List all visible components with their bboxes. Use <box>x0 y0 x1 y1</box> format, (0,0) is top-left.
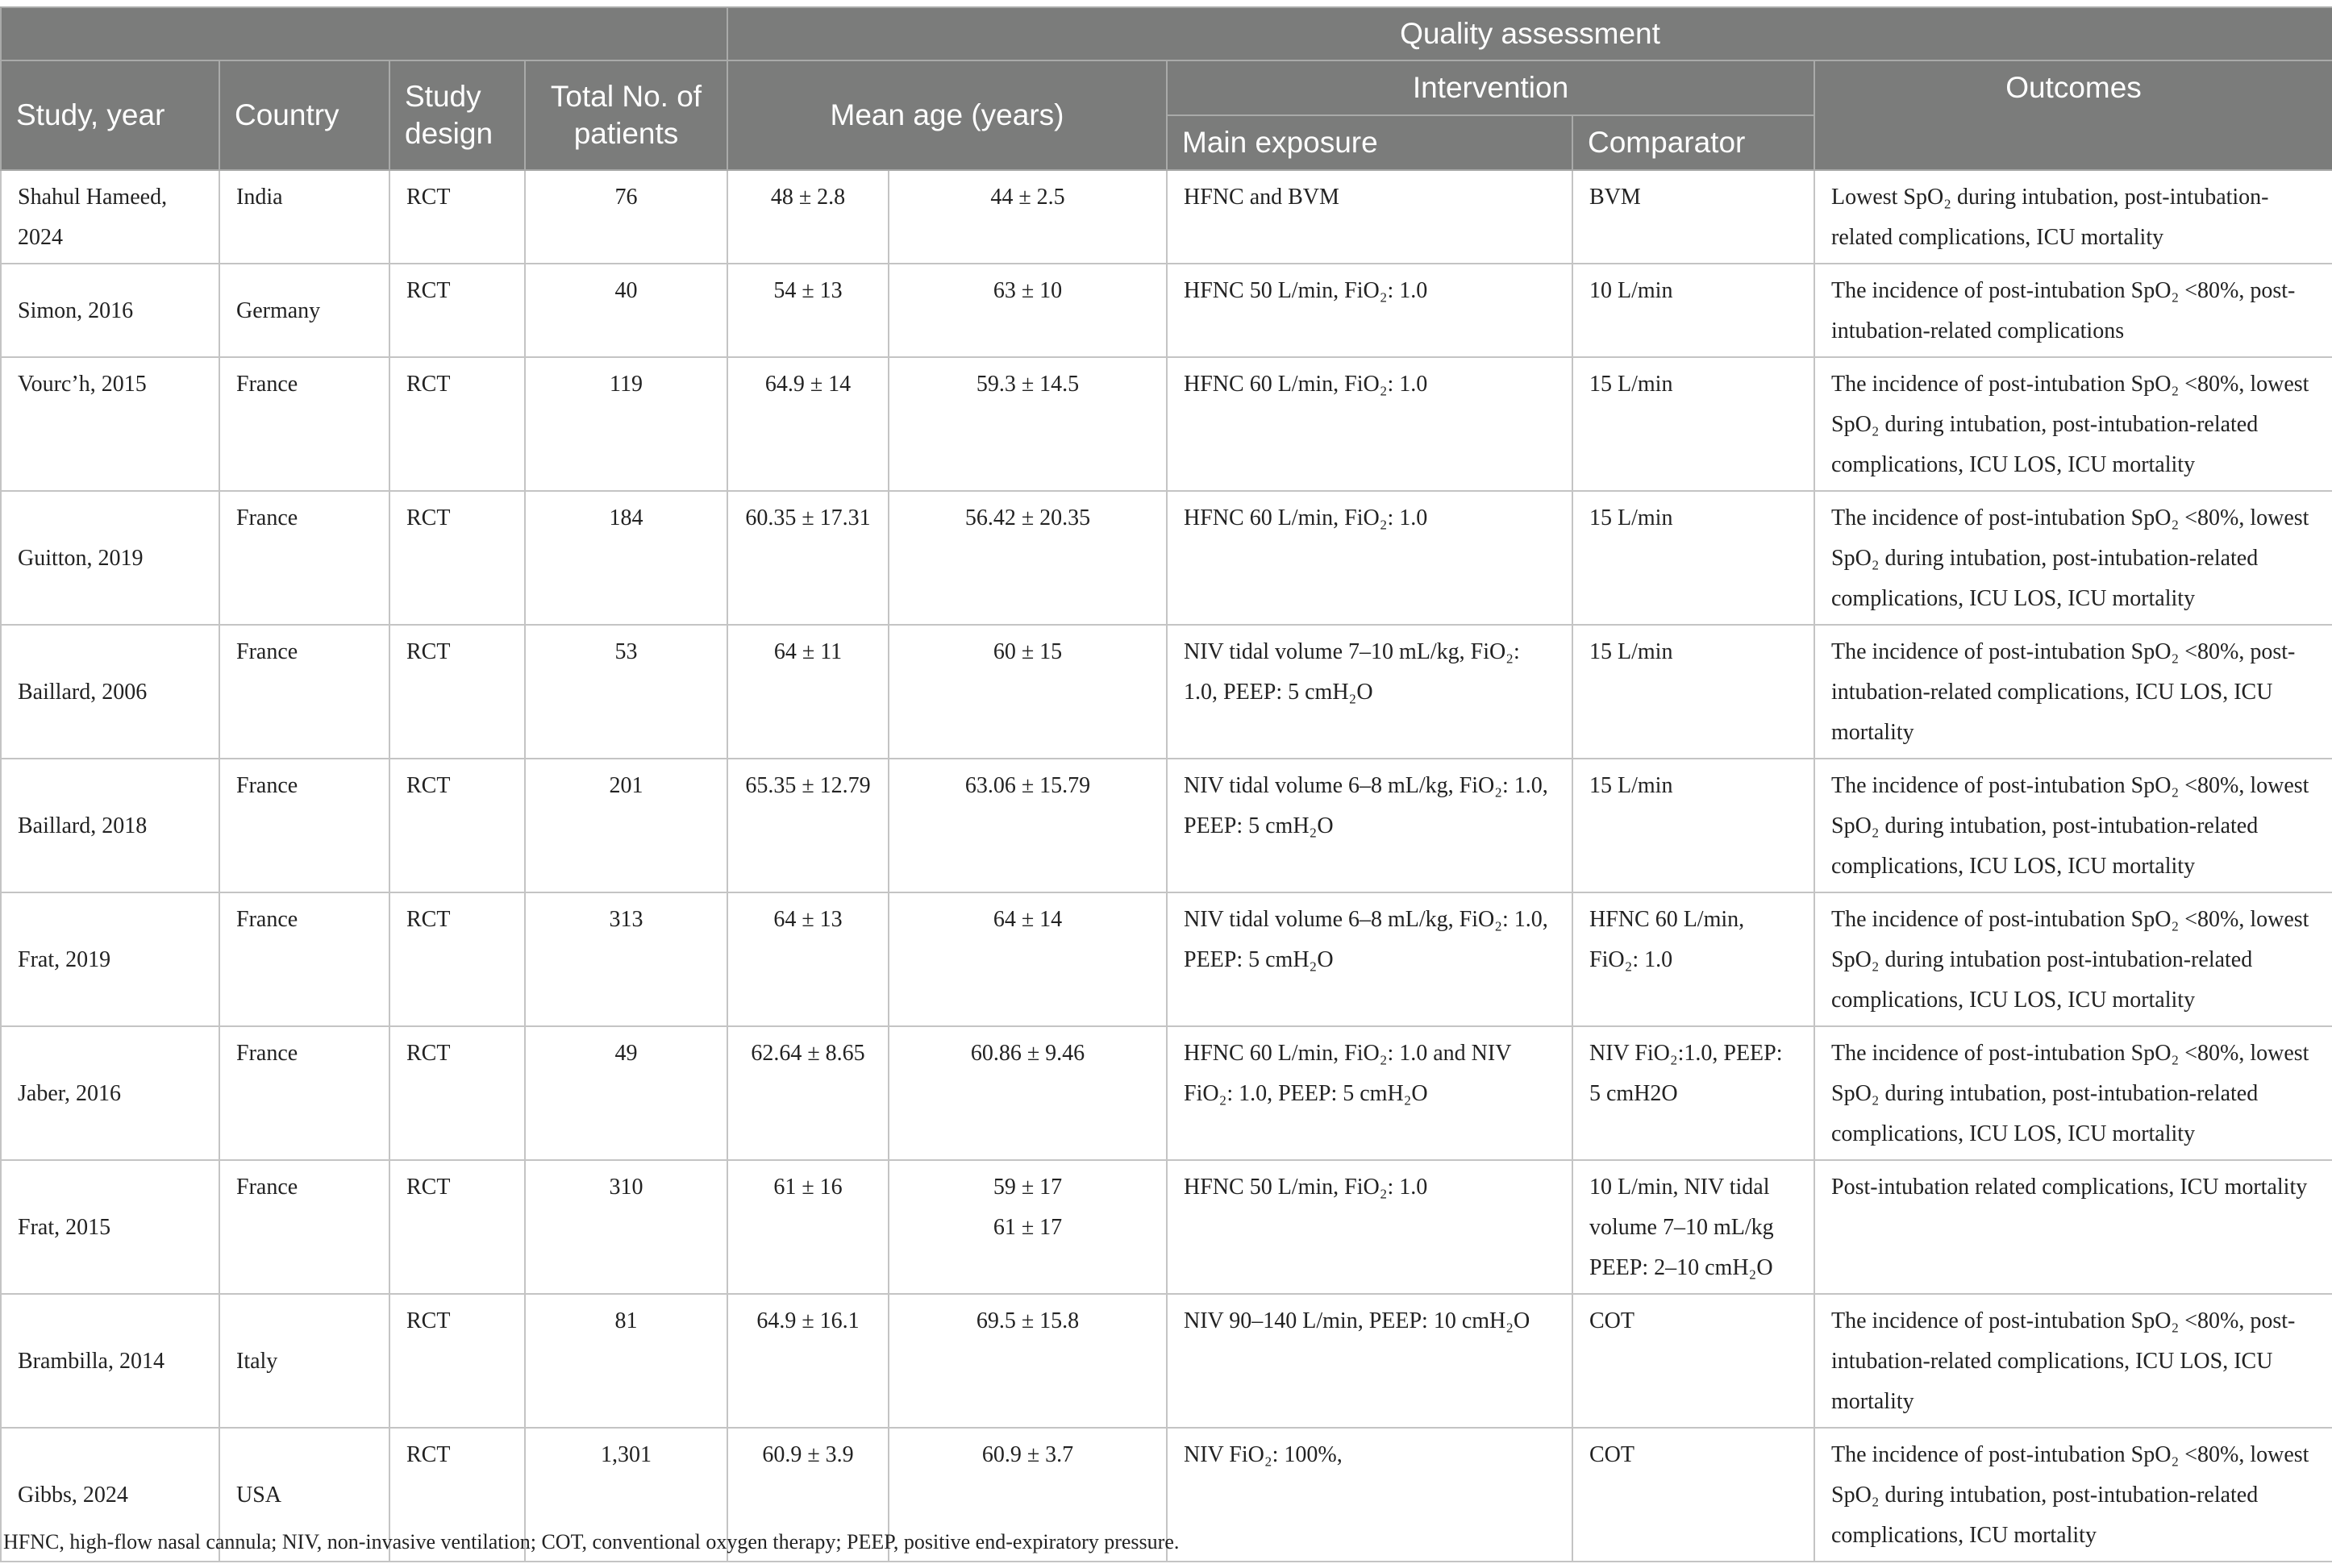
header-blank <box>1 7 727 60</box>
cell-outcomes: Lowest SpO₂ during intubation, post-intubation-related complications, ICU mortality <box>1814 170 2332 264</box>
cell-design: RCT <box>389 625 525 759</box>
cell-comparator: 15 L/min <box>1572 357 1814 491</box>
cell-outcomes: The incidence of post-intubation SpO₂ <80%, lowest SpO₂ during intubation post-intubation-related complications, ICU LOS, ICU mortality <box>1814 892 2332 1026</box>
cell-total-patients: 119 <box>525 357 727 491</box>
cell-country: India <box>219 170 389 264</box>
table-row <box>1 1160 2332 1294</box>
cell-main-exposure: HFNC 60 L/min, FiO₂: 1.0 <box>1167 491 1572 625</box>
table-row <box>1 170 2332 264</box>
cell-study: Brambilla, 2014 <box>1 1294 219 1428</box>
cell-main-exposure: NIV 90–140 L/min, PEEP: 10 cmH₂O <box>1167 1294 1572 1428</box>
cell-country: USA <box>219 1428 389 1562</box>
cell-outcomes: Post-intubation related complications, ICU mortality <box>1814 1160 2332 1294</box>
cell-mean-age-comparator: 64 ± 14 <box>889 892 1167 1026</box>
cell-total-patients: 76 <box>525 170 727 264</box>
cell-total-patients: 313 <box>525 892 727 1026</box>
table-row <box>1 1294 2332 1428</box>
cell-outcomes: The incidence of post-intubation SpO₂ <80%, lowest SpO₂ during intubation, post-intubation-related complications, ICU mortality <box>1814 1428 2332 1562</box>
cell-mean-age-comparator: 60.9 ± 3.7 <box>889 1428 1167 1562</box>
cell-country: Italy <box>219 1294 389 1428</box>
cell-comparator: 10 L/min, NIV tidal volume 7–10 mL/kg PEEP: 2–10 cmH₂O <box>1572 1160 1814 1294</box>
age-value: 59 ± 17 <box>993 1175 1063 1200</box>
cell-mean-age-comparator <box>889 1160 1167 1294</box>
header-comparator: Comparator <box>1572 115 1814 170</box>
header-intervention: Intervention <box>1167 60 1814 115</box>
cell-outcomes: The incidence of post-intubation SpO₂ <80%, lowest SpO₂ during intubation, post-intubation-related complications, ICU LOS, ICU mortality <box>1814 491 2332 625</box>
cell-country: Germany <box>219 264 389 357</box>
cell-mean-age-comparator: 63.06 ± 15.79 <box>889 759 1167 892</box>
cell-mean-age-comparator: 56.42 ± 20.35 <box>889 491 1167 625</box>
cell-mean-age-intervention: 64.9 ± 16.1 <box>727 1294 889 1428</box>
cell-mean-age-intervention: 64 ± 11 <box>727 625 889 759</box>
cell-country: France <box>219 1026 389 1160</box>
cell-mean-age-intervention: 64 ± 13 <box>727 892 889 1026</box>
cell-mean-age-comparator: 63 ± 10 <box>889 264 1167 357</box>
cell-country: France <box>219 759 389 892</box>
cell-country: France <box>219 1160 389 1294</box>
cell-comparator: NIV FiO₂:1.0, PEEP: 5 cmH2O <box>1572 1026 1814 1160</box>
cell-design: RCT <box>389 892 525 1026</box>
cell-design: RCT <box>389 1428 525 1562</box>
studies-table <box>0 6 2332 1562</box>
cell-study: Baillard, 2006 <box>1 625 219 759</box>
cell-total-patients: 53 <box>525 625 727 759</box>
cell-design: RCT <box>389 491 525 625</box>
cell-study: Shahul Hameed, 2024 <box>1 170 219 264</box>
cell-study: Gibbs, 2024 <box>1 1428 219 1562</box>
cell-country: France <box>219 357 389 491</box>
cell-mean-age-intervention: 60.9 ± 3.9 <box>727 1428 889 1562</box>
header-total-patients: Total No. of patients <box>525 60 727 170</box>
table-row <box>1 264 2332 357</box>
cell-study: Simon, 2016 <box>1 264 219 357</box>
cell-country: France <box>219 625 389 759</box>
cell-total-patients: 310 <box>525 1160 727 1294</box>
cell-comparator: 15 L/min <box>1572 625 1814 759</box>
cell-comparator: 10 L/min <box>1572 264 1814 357</box>
table-body <box>1 170 2332 1562</box>
table-header <box>1 7 2332 170</box>
age-value: 61 ± 17 <box>993 1215 1063 1240</box>
cell-design: RCT <box>389 759 525 892</box>
cell-main-exposure: NIV tidal volume 7–10 mL/kg, FiO₂: 1.0, PEEP: 5 cmH₂O <box>1167 625 1572 759</box>
header-mean-age: Mean age (years) <box>727 60 1167 170</box>
cell-mean-age-comparator: 60 ± 15 <box>889 625 1167 759</box>
cell-study: Frat, 2019 <box>1 892 219 1026</box>
cell-main-exposure: HFNC 50 L/min, FiO₂: 1.0 <box>1167 1160 1572 1294</box>
cell-country: France <box>219 892 389 1026</box>
header-study-design: Study design <box>389 60 525 170</box>
cell-mean-age-intervention: 64.9 ± 14 <box>727 357 889 491</box>
header-quality-assessment: Quality assessment <box>727 7 2332 60</box>
cell-mean-age-intervention: 65.35 ± 12.79 <box>727 759 889 892</box>
cell-design: RCT <box>389 1294 525 1428</box>
cell-outcomes: The incidence of post-intubation SpO₂ <80%, lowest SpO₂ during intubation, post-intubation-related complications, ICU LOS, ICU mortality <box>1814 1026 2332 1160</box>
table-row <box>1 357 2332 491</box>
header-outcomes: Outcomes <box>1814 60 2332 170</box>
cell-study: Frat, 2015 <box>1 1160 219 1294</box>
cell-comparator: COT <box>1572 1428 1814 1562</box>
cell-study: Jaber, 2016 <box>1 1026 219 1160</box>
table-row <box>1 1026 2332 1160</box>
cell-comparator: COT <box>1572 1294 1814 1428</box>
cell-mean-age-intervention: 61 ± 16 <box>727 1160 889 1294</box>
cell-total-patients: 201 <box>525 759 727 892</box>
cell-main-exposure: NIV tidal volume 6–8 mL/kg, FiO₂: 1.0, PEEP: 5 cmH₂O <box>1167 759 1572 892</box>
cell-main-exposure: NIV FiO₂: 100%, <box>1167 1428 1572 1562</box>
table-row <box>1 892 2332 1026</box>
cell-total-patients: 184 <box>525 491 727 625</box>
cell-comparator: 15 L/min <box>1572 491 1814 625</box>
cell-comparator: 15 L/min <box>1572 759 1814 892</box>
cell-main-exposure: HFNC 60 L/min, FiO₂: 1.0 <box>1167 357 1572 491</box>
cell-mean-age-comparator: 59.3 ± 14.5 <box>889 357 1167 491</box>
cell-design: RCT <box>389 264 525 357</box>
cell-mean-age-intervention: 62.64 ± 8.65 <box>727 1026 889 1160</box>
cell-outcomes: The incidence of post-intubation SpO₂ <80%, post-intubation-related complications, ICU LOS, ICU mortality <box>1814 1294 2332 1428</box>
cell-main-exposure: HFNC and BVM <box>1167 170 1572 264</box>
header-main-exposure: Main exposure <box>1167 115 1572 170</box>
cell-main-exposure: HFNC 60 L/min, FiO₂: 1.0 and NIV FiO₂: 1.0, PEEP: 5 cmH₂O <box>1167 1026 1572 1160</box>
cell-mean-age-comparator: 60.86 ± 9.46 <box>889 1026 1167 1160</box>
cell-mean-age-comparator: 44 ± 2.5 <box>889 170 1167 264</box>
cell-comparator: BVM <box>1572 170 1814 264</box>
cell-study: Baillard, 2018 <box>1 759 219 892</box>
cell-study: Vourc’h, 2015 <box>1 357 219 491</box>
header-country: Country <box>219 60 389 170</box>
cell-main-exposure: HFNC 50 L/min, FiO₂: 1.0 <box>1167 264 1572 357</box>
cell-main-exposure: NIV tidal volume 6–8 mL/kg, FiO₂: 1.0, PEEP: 5 cmH₂O <box>1167 892 1572 1026</box>
cell-study: Guitton, 2019 <box>1 491 219 625</box>
cell-mean-age-intervention: 48 ± 2.8 <box>727 170 889 264</box>
cell-mean-age-intervention: 54 ± 13 <box>727 264 889 357</box>
cell-total-patients: 81 <box>525 1294 727 1428</box>
cell-mean-age-intervention: 60.35 ± 17.31 <box>727 491 889 625</box>
cell-outcomes: The incidence of post-intubation SpO₂ <80%, post-intubation-related complications, ICU LOS, ICU mortality <box>1814 625 2332 759</box>
header-study-year: Study, year <box>1 60 219 170</box>
table-row <box>1 491 2332 625</box>
cell-design: RCT <box>389 170 525 264</box>
table-footnote: HFNC, high-flow nasal cannula; NIV, non-invasive ventilation; COT, conventional oxygen therapy; PEEP, positive end-expiratory pressure. <box>3 1530 1180 1553</box>
cell-outcomes: The incidence of post-intubation SpO₂ <80%, lowest SpO₂ during intubation, post-intubation-related complications, ICU LOS, ICU mortality <box>1814 357 2332 491</box>
cell-total-patients: 1,301 <box>525 1428 727 1562</box>
cell-design: RCT <box>389 357 525 491</box>
cell-design: RCT <box>389 1160 525 1294</box>
cell-outcomes: The incidence of post-intubation SpO₂ <80%, lowest SpO₂ during intubation, post-intubation-related complications, ICU LOS, ICU mortality <box>1814 759 2332 892</box>
table-row <box>1 759 2332 892</box>
cell-country: France <box>219 491 389 625</box>
cell-design: RCT <box>389 1026 525 1160</box>
cell-comparator: HFNC 60 L/min, FiO₂: 1.0 <box>1572 892 1814 1026</box>
cell-mean-age-comparator: 69.5 ± 15.8 <box>889 1294 1167 1428</box>
cell-total-patients: 40 <box>525 264 727 357</box>
table-row <box>1 625 2332 759</box>
cell-outcomes: The incidence of post-intubation SpO₂ <80%, post-intubation-related complications <box>1814 264 2332 357</box>
cell-total-patients: 49 <box>525 1026 727 1160</box>
